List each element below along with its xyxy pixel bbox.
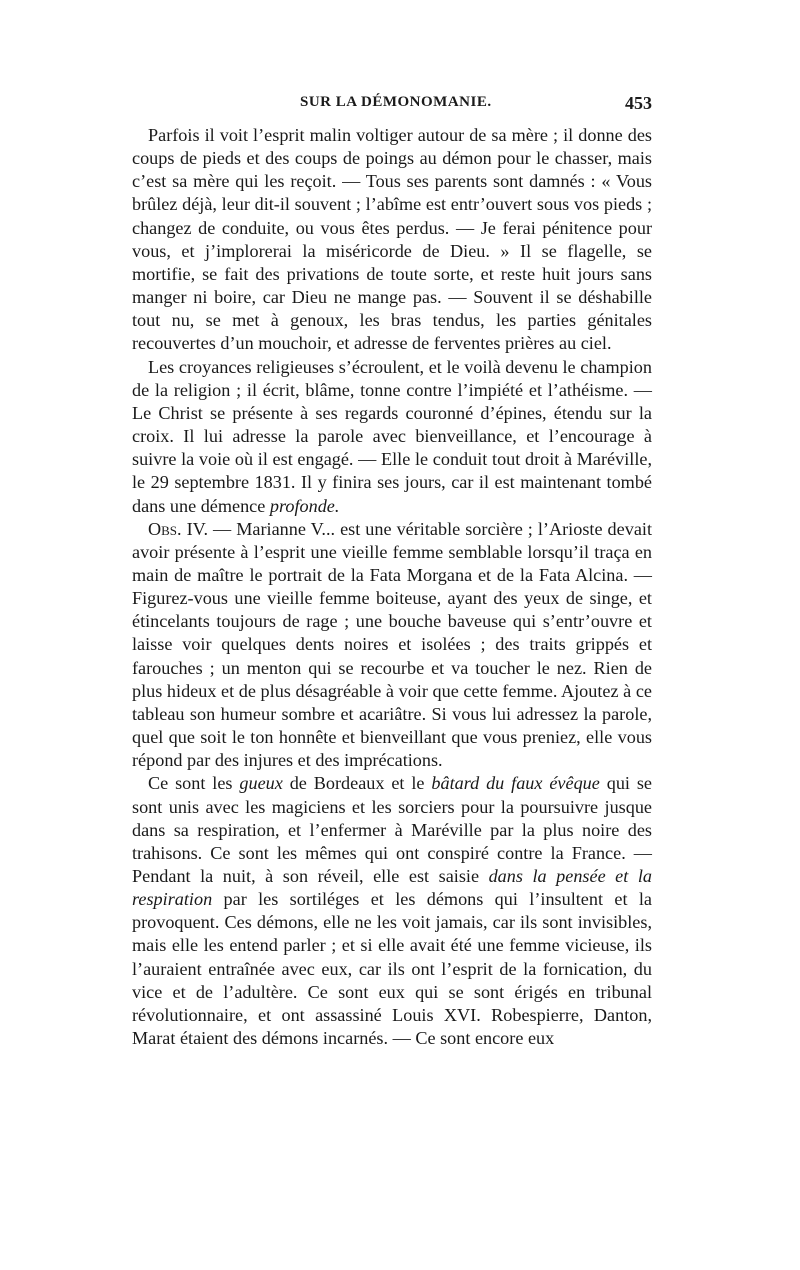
page-number: 453 (625, 93, 652, 113)
paragraph (132, 772, 652, 1050)
text-run: Les croyances religieuses s’écroulent, et le voilà devenu le champion de la religion ; il écrit, blâme, tonne contre l’impiété et l’athéisme. — Le Christ se présente à ses regards couronné d’épines, étendu sur la croix. Il lui adresse la parole avec bienveillance, et l’encourage à suivre la voie où il est engagé. — Elle le conduit tout droit à Maréville, le 29 septembre 1831. Il y finira ses jours, car il est maintenant tombé dans une démence (132, 356, 652, 516)
page-header (132, 94, 652, 118)
paragraph (132, 356, 652, 518)
italic-text: dans la pensée et la respiration (132, 866, 652, 910)
text-run: Ce sont les (148, 773, 240, 794)
italic-text: gueux (239, 773, 283, 794)
text-run: par les sortiléges et les démons qui l’insultent et la provoquent. Ces démons, elle ne les voit jamais, car ils sont invisibles, mais elle les entend parler ; et si elle avait été une femme vicieuse, ils l’auraient entraînée avec eux, car ils ont l’esprit de la fornication, du vice et de l’adultère. Ce sont eux qui se sont érigés en tribunal révolutionnaire, et ont assassiné Louis XVI. Robespierre, Danton, Marat étaient des démons incarnés. — Ce sont encore eux (132, 889, 652, 1049)
observation-label: Obs. (148, 518, 182, 539)
paragraph (132, 518, 652, 773)
body-text (132, 124, 652, 1050)
paragraph (132, 124, 652, 356)
italic-text: bâtard du faux évêque (431, 773, 600, 794)
text-run: de Bordeaux et le (282, 773, 432, 794)
text-run: IV. — Marianne V... est une véritable sorcière ; l’Arioste devait avoir présente à l’esprit une vieille femme semblable lorsqu’il traça en main de maître le portrait de la Fata Morgana et de la Fata Alcina. — Figurez-vous une vieille femme boiteuse, ayant des yeux de singe, et étincelants toujours de rage ; une bouche baveuse qui s’entr’ouvre et laisse voir quelques dents noires et isolées ; des traits grippés et farouches ; un menton qui se recourbe et va toucher le nez. Rien de plus hideux et de plus désagréable à voir que cette femme. Ajoutez à ce tableau son humeur sombre et acariâtre. Si vous lui adressez la parole, quel que soit le ton honnête et bienveillant que vous preniez, elle vous répond par des injures et des imprécations. (132, 518, 652, 771)
italic-text: profonde. (269, 495, 340, 516)
text-run: qui se sont unis avec les magiciens et les sorciers pour la poursuivre jusque dans sa respiration, et l’enfermer à Maréville par la plus noire des trahisons. Ce sont les mêmes qui ont conspiré contre la France. — Pendant la nuit, à son réveil, elle est saisie (132, 773, 653, 886)
running-title: SUR LA DÉMONOMANIE. (300, 94, 492, 110)
text-run: Parfois il voit l’esprit malin voltiger autour de sa mère ; il donne des coups de pieds et des coups de poings au démon pour le chasser, mais c’est sa mère qui les reçoit. — Tous ses parents sont damnés : « Vous brûlez déjà, leur dit-il souvent ; l’abîme est entr’ouvert sous vos pieds ; changez de conduite, ou vous êtes perdus. — Je ferai pénitence pour vous, et j’implorerai la miséricorde de Dieu. » Il se flagelle, se mortifie, se fait des privations de toute sorte, et reste huit jours sans manger ni boire, car Dieu ne mange pas. — Souvent il se déshabille tout nu, se met à genoux, les bras tendus, les parties génitales recouvertes d’un mouchoir, et adresse de ferventes prières au ciel. (132, 125, 652, 354)
